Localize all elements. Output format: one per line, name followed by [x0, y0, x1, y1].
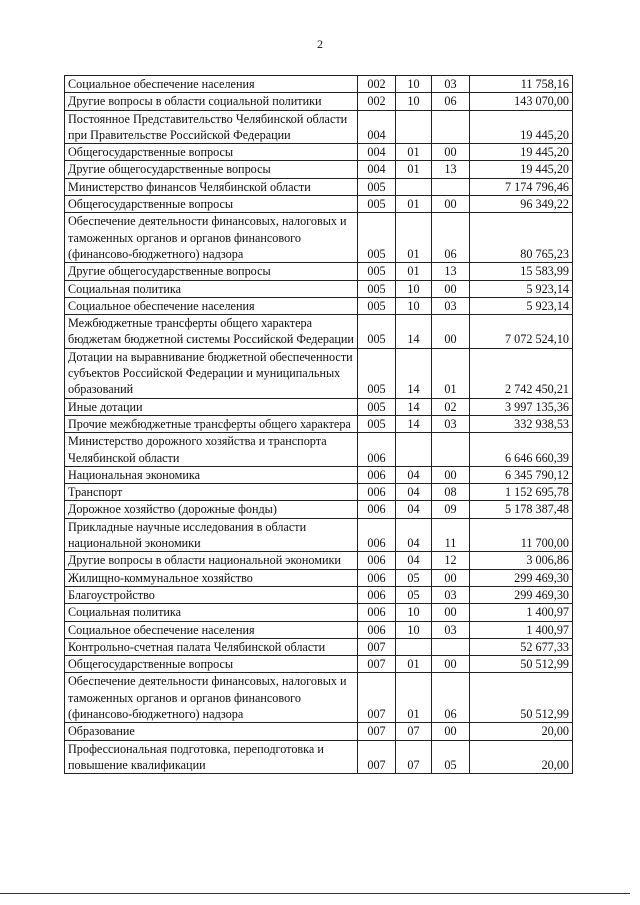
row-name-cell: Профессиональная подготовка, переподготовка и повышение квалификации	[65, 740, 358, 774]
table-row	[65, 144, 573, 161]
row-amount-cell: 20,00	[470, 723, 573, 740]
row-amount-cell: 50 512,99	[470, 673, 573, 723]
row-subsection-cell: 00	[432, 604, 470, 621]
row-subsection-cell	[432, 433, 470, 467]
row-name-cell: Общегосударственные вопросы	[65, 144, 358, 161]
row-code-cell: 007	[358, 723, 396, 740]
table-row	[65, 621, 573, 638]
row-code-cell: 002	[358, 76, 396, 93]
row-code-cell: 006	[358, 484, 396, 501]
row-code-cell: 006	[358, 621, 396, 638]
row-amount-cell: 19 445,20	[470, 144, 573, 161]
row-code-cell: 005	[358, 178, 396, 195]
table-row	[65, 315, 573, 349]
table-row	[65, 297, 573, 314]
table-row	[65, 723, 573, 740]
row-subsection-cell: 00	[432, 656, 470, 673]
row-amount-cell: 332 938,53	[470, 415, 573, 432]
row-code-cell: 005	[358, 196, 396, 213]
row-name-cell: Социальное обеспечение населения	[65, 76, 358, 93]
table-row	[65, 638, 573, 655]
row-amount-cell: 5 923,14	[470, 297, 573, 314]
row-section-cell: 05	[396, 569, 432, 586]
row-name-cell: Общегосударственные вопросы	[65, 196, 358, 213]
row-section-cell: 01	[396, 656, 432, 673]
row-subsection-cell: 03	[432, 76, 470, 93]
row-section-cell: 14	[396, 415, 432, 432]
table-row	[65, 161, 573, 178]
row-section-cell	[396, 638, 432, 655]
row-subsection-cell: 13	[432, 161, 470, 178]
table-row	[65, 196, 573, 213]
row-section-cell: 01	[396, 673, 432, 723]
row-subsection-cell	[432, 638, 470, 655]
row-code-cell: 004	[358, 161, 396, 178]
row-code-cell: 007	[358, 673, 396, 723]
row-section-cell: 10	[396, 604, 432, 621]
row-section-cell: 01	[396, 196, 432, 213]
row-amount-cell: 5 923,14	[470, 280, 573, 297]
row-name-cell: Дотации на выравнивание бюджетной обеспеченности субъектов Российской Федерации и муниципальных образований	[65, 348, 358, 398]
row-section-cell: 10	[396, 93, 432, 110]
row-subsection-cell: 00	[432, 144, 470, 161]
row-subsection-cell: 06	[432, 213, 470, 263]
row-subsection-cell: 06	[432, 93, 470, 110]
row-section-cell: 01	[396, 144, 432, 161]
row-section-cell: 04	[396, 466, 432, 483]
row-subsection-cell: 00	[432, 315, 470, 349]
row-code-cell: 006	[358, 501, 396, 518]
row-name-cell: Образование	[65, 723, 358, 740]
row-code-cell: 006	[358, 433, 396, 467]
row-name-cell: Прикладные научные исследования в области национальной экономики	[65, 518, 358, 552]
row-name-cell: Национальная экономика	[65, 466, 358, 483]
row-code-cell: 005	[358, 415, 396, 432]
table-row	[65, 552, 573, 569]
row-code-cell: 005	[358, 348, 396, 398]
row-amount-cell: 1 152 695,78	[470, 484, 573, 501]
page-bottom-rule	[0, 893, 630, 894]
row-name-cell: Дорожное хозяйство (дорожные фонды)	[65, 501, 358, 518]
row-amount-cell: 3 997 135,36	[470, 398, 573, 415]
row-subsection-cell: 02	[432, 398, 470, 415]
row-subsection-cell: 12	[432, 552, 470, 569]
row-subsection-cell: 08	[432, 484, 470, 501]
row-subsection-cell: 00	[432, 196, 470, 213]
table-row	[65, 604, 573, 621]
row-subsection-cell	[432, 110, 470, 144]
row-name-cell: Социальная политика	[65, 604, 358, 621]
row-name-cell: Благоустройство	[65, 586, 358, 603]
table-row	[65, 501, 573, 518]
row-subsection-cell: 00	[432, 280, 470, 297]
row-code-cell: 005	[358, 280, 396, 297]
row-subsection-cell: 09	[432, 501, 470, 518]
row-section-cell: 04	[396, 518, 432, 552]
table-row	[65, 280, 573, 297]
row-section-cell: 14	[396, 348, 432, 398]
row-section-cell: 04	[396, 552, 432, 569]
table-row	[65, 93, 573, 110]
row-code-cell: 006	[358, 552, 396, 569]
row-amount-cell: 20,00	[470, 740, 573, 774]
row-section-cell: 10	[396, 297, 432, 314]
row-section-cell: 01	[396, 213, 432, 263]
table-row	[65, 110, 573, 144]
table-row	[65, 586, 573, 603]
row-amount-cell: 50 512,99	[470, 656, 573, 673]
row-section-cell: 10	[396, 621, 432, 638]
row-section-cell: 04	[396, 484, 432, 501]
table-row	[65, 348, 573, 398]
table-row	[65, 569, 573, 586]
row-section-cell: 10	[396, 280, 432, 297]
row-subsection-cell: 11	[432, 518, 470, 552]
table-row	[65, 433, 573, 467]
row-name-cell: Прочие межбюджетные трансферты общего характера	[65, 415, 358, 432]
table-row	[65, 178, 573, 195]
row-amount-cell: 7 174 796,46	[470, 178, 573, 195]
row-name-cell: Другие общегосударственные вопросы	[65, 161, 358, 178]
table-row	[65, 484, 573, 501]
row-name-cell: Обеспечение деятельности финансовых, налоговых и таможенных органов и органов финансового (финансово-бюджетного) надзора	[65, 673, 358, 723]
row-amount-cell: 11 700,00	[470, 518, 573, 552]
row-code-cell: 005	[358, 315, 396, 349]
row-amount-cell: 5 178 387,48	[470, 501, 573, 518]
row-name-cell: Социальное обеспечение населения	[65, 297, 358, 314]
table-row	[65, 263, 573, 280]
row-amount-cell: 15 583,99	[470, 263, 573, 280]
row-name-cell: Жилищно-коммунальное хозяйство	[65, 569, 358, 586]
row-subsection-cell: 01	[432, 348, 470, 398]
page-number: 2	[317, 37, 323, 51]
row-name-cell: Социальное обеспечение населения	[65, 621, 358, 638]
row-amount-cell: 1 400,97	[470, 604, 573, 621]
row-name-cell: Другие общегосударственные вопросы	[65, 263, 358, 280]
row-section-cell: 07	[396, 740, 432, 774]
row-name-cell: Другие вопросы в области национальной экономики	[65, 552, 358, 569]
table-row	[65, 76, 573, 93]
row-section-cell	[396, 433, 432, 467]
row-section-cell: 07	[396, 723, 432, 740]
row-name-cell: Другие вопросы в области социальной политики	[65, 93, 358, 110]
row-code-cell: 007	[358, 638, 396, 655]
table-row	[65, 213, 573, 263]
row-name-cell: Министерство финансов Челябинской области	[65, 178, 358, 195]
row-code-cell: 005	[358, 263, 396, 280]
row-name-cell: Контрольно-счетная палата Челябинской области	[65, 638, 358, 655]
row-code-cell: 006	[358, 518, 396, 552]
row-section-cell: 05	[396, 586, 432, 603]
budget-table-body	[65, 76, 573, 774]
table-row	[65, 518, 573, 552]
row-name-cell: Иные дотации	[65, 398, 358, 415]
row-code-cell: 004	[358, 110, 396, 144]
budget-table	[64, 75, 573, 774]
table-row	[65, 673, 573, 723]
table-row	[65, 398, 573, 415]
row-code-cell: 006	[358, 466, 396, 483]
row-name-cell: Межбюджетные трансферты общего характера бюджетам бюджетной системы Российской Федерации	[65, 315, 358, 349]
row-amount-cell: 1 400,97	[470, 621, 573, 638]
row-amount-cell: 6 345 790,12	[470, 466, 573, 483]
row-name-cell: Транспорт	[65, 484, 358, 501]
row-name-cell: Общегосударственные вопросы	[65, 656, 358, 673]
row-code-cell: 006	[358, 569, 396, 586]
row-subsection-cell: 00	[432, 466, 470, 483]
row-section-cell	[396, 110, 432, 144]
row-amount-cell: 143 070,00	[470, 93, 573, 110]
row-code-cell: 007	[358, 740, 396, 774]
row-subsection-cell: 03	[432, 621, 470, 638]
row-code-cell: 007	[358, 656, 396, 673]
row-amount-cell: 299 469,30	[470, 569, 573, 586]
row-amount-cell: 3 006,86	[470, 552, 573, 569]
row-section-cell: 01	[396, 161, 432, 178]
table-row	[65, 656, 573, 673]
row-name-cell: Социальная политика	[65, 280, 358, 297]
row-code-cell: 005	[358, 213, 396, 263]
row-subsection-cell	[432, 178, 470, 195]
row-code-cell: 005	[358, 398, 396, 415]
row-code-cell: 005	[358, 297, 396, 314]
row-section-cell	[396, 178, 432, 195]
row-subsection-cell: 00	[432, 569, 470, 586]
table-row	[65, 415, 573, 432]
row-name-cell: Обеспечение деятельности финансовых, налоговых и таможенных органов и органов финансового (финансово-бюджетного) надзора	[65, 213, 358, 263]
row-subsection-cell: 06	[432, 673, 470, 723]
row-amount-cell: 11 758,16	[470, 76, 573, 93]
row-section-cell: 01	[396, 263, 432, 280]
row-amount-cell: 19 445,20	[470, 110, 573, 144]
row-subsection-cell: 05	[432, 740, 470, 774]
table-row	[65, 466, 573, 483]
row-section-cell: 14	[396, 315, 432, 349]
row-amount-cell: 96 349,22	[470, 196, 573, 213]
row-amount-cell: 52 677,33	[470, 638, 573, 655]
row-amount-cell: 299 469,30	[470, 586, 573, 603]
row-subsection-cell: 03	[432, 586, 470, 603]
row-section-cell: 04	[396, 501, 432, 518]
row-subsection-cell: 03	[432, 297, 470, 314]
row-code-cell: 006	[358, 586, 396, 603]
row-section-cell: 10	[396, 76, 432, 93]
row-amount-cell: 6 646 660,39	[470, 433, 573, 467]
row-amount-cell: 2 742 450,21	[470, 348, 573, 398]
row-name-cell: Постоянное Представительство Челябинской области при Правительстве Российской Федерации	[65, 110, 358, 144]
row-code-cell: 002	[358, 93, 396, 110]
row-name-cell: Министерство дорожного хозяйства и транспорта Челябинской области	[65, 433, 358, 467]
row-code-cell: 004	[358, 144, 396, 161]
row-amount-cell: 80 765,23	[470, 213, 573, 263]
row-subsection-cell: 03	[432, 415, 470, 432]
row-section-cell: 14	[396, 398, 432, 415]
row-subsection-cell: 13	[432, 263, 470, 280]
row-code-cell: 006	[358, 604, 396, 621]
row-amount-cell: 7 072 524,10	[470, 315, 573, 349]
table-row	[65, 740, 573, 774]
row-amount-cell: 19 445,20	[470, 161, 573, 178]
row-subsection-cell: 00	[432, 723, 470, 740]
